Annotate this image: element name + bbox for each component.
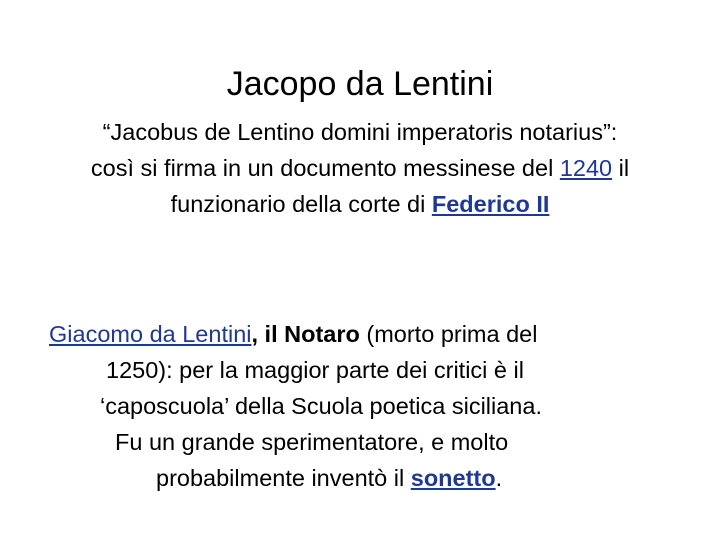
intro-line-3 — [0, 186, 720, 222]
body-line-5-text: probabilmente inventò il — [156, 465, 411, 491]
intro-quote-line: “Jacobus de Lentino domini imperatoris notarius”: — [102, 119, 618, 145]
intro-line-3-text: funzionario della corte di — [170, 191, 432, 217]
body-line-3: ‘caposcuola’ della Scuola poetica siciliana. — [100, 393, 542, 419]
giacomo-da-lentini-link[interactable]: Giacomo da Lentini — [49, 321, 252, 347]
intro-line-2-end: il — [612, 155, 630, 181]
slide-title: Jacopo da Lentini — [226, 65, 494, 103]
body-line-4: Fu un grande sperimentatore, e molto — [115, 429, 509, 455]
body-line-1 — [0, 316, 720, 352]
federico-ii-link[interactable]: Federico II — [431, 191, 550, 217]
body-line-2: 1250): per la maggior parte dei critici è il — [106, 357, 524, 383]
intro-paragraph — [0, 114, 720, 222]
intro-line-2 — [0, 150, 720, 186]
notaro-label: il Notaro — [258, 321, 360, 347]
body-line-5-end: . — [495, 465, 503, 491]
sonetto-link[interactable]: sonetto — [410, 465, 496, 491]
body-line-1-end: (morto prima del — [359, 321, 538, 347]
body-paragraph — [0, 316, 720, 496]
body-comma: , — [251, 321, 259, 347]
body-line-5 — [0, 460, 720, 496]
year-1240-link[interactable]: 1240 — [559, 155, 613, 181]
intro-line-2-text: così si firma in un documento messinese del — [90, 155, 560, 181]
